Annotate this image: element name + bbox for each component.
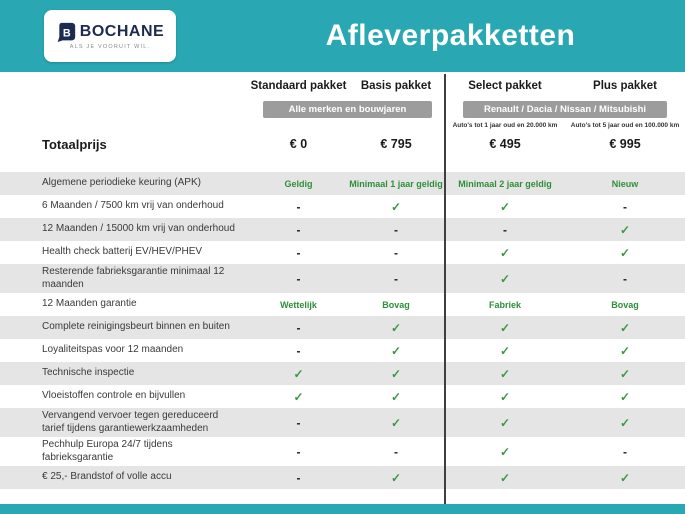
feature-label: Resterende fabrieksgarantie minimaal 12 maanden [42, 266, 225, 290]
page-title: Afleverpakketten [325, 19, 576, 52]
feature-value: ✓ [293, 389, 304, 404]
feature-value: Geldig [284, 178, 313, 189]
table-row [0, 339, 685, 362]
feature-value: ✓ [499, 470, 511, 485]
total-price-label: Totaalprijs [42, 136, 107, 152]
feature-value: Wettelijk [280, 299, 317, 310]
feature-value: ✓ [390, 470, 402, 485]
feature-value: - [296, 444, 301, 459]
feature-label: Vervangend vervoer tegen gereduceerd tarief tijdens garantiewerkzaamheden [42, 410, 219, 434]
bochane-logo [44, 10, 176, 62]
column-header-row [0, 72, 685, 100]
total-price-standaard: € 0 [289, 137, 308, 151]
feature-value: ✓ [619, 366, 631, 381]
feature-value: ✓ [499, 389, 511, 404]
feature-value: ✓ [390, 320, 402, 335]
feature-value: - [296, 271, 301, 286]
feature-label: Algemene periodieke keuring (APK) [42, 177, 201, 189]
feature-value: ✓ [619, 470, 631, 485]
feature-value: - [503, 222, 507, 237]
feature-value: ✓ [390, 366, 402, 381]
feature-value: - [296, 415, 301, 430]
packages-table [0, 72, 685, 489]
total-price-plus: € 995 [609, 137, 641, 151]
feature-value: ✓ [499, 366, 511, 381]
table-row [0, 437, 685, 466]
feature-value: ✓ [390, 199, 402, 214]
feature-label: Loyaliteitspas voor 12 maanden [42, 344, 184, 356]
svg-text:B: B [62, 27, 71, 40]
table-row [0, 362, 685, 385]
table-row [0, 241, 685, 264]
feature-value: ✓ [499, 199, 511, 214]
feature-value: ✓ [499, 271, 511, 286]
feature-value: ✓ [619, 222, 631, 237]
feature-value: - [394, 222, 398, 237]
feature-value: - [296, 245, 301, 260]
feature-value: - [296, 320, 301, 335]
badge-row [0, 100, 685, 118]
group-divider-line [444, 74, 446, 504]
feature-label: 12 Maanden garantie [42, 298, 137, 310]
total-price-select: € 495 [489, 137, 521, 151]
feature-value: ✓ [499, 320, 511, 335]
feature-value: Bovag [382, 299, 410, 310]
feature-value: - [623, 444, 627, 459]
table-row [0, 293, 685, 316]
feature-label: Vloeistoffen controle en bijvullen [42, 390, 186, 402]
table-row [0, 316, 685, 339]
feature-value: - [394, 271, 398, 286]
total-price-row [0, 132, 685, 156]
feature-value: ✓ [499, 343, 511, 358]
feature-label: Complete reinigingsbeurt binnen en buiten [42, 321, 230, 333]
column-header-standaard: Standaard pakket [250, 80, 347, 92]
feature-value: ✓ [619, 343, 631, 358]
column-header-basis: Basis pakket [360, 80, 432, 92]
group-badge-all-brands: Alle merken en bouwjaren [263, 101, 432, 118]
total-price-basis: € 795 [380, 137, 412, 151]
footer-band [0, 504, 685, 514]
select-pakket-subnote: Auto's tot 1 jaar oud en 20.000 km [452, 121, 558, 129]
feature-value: ✓ [390, 415, 402, 430]
column-header-select: Select pakket [468, 80, 542, 92]
feature-value: - [296, 199, 301, 214]
feature-label: Technische inspectie [42, 367, 135, 379]
feature-value: Nieuw [611, 178, 639, 189]
feature-value: ✓ [499, 415, 511, 430]
brand-tagline: ALS JE VOORUIT WIL. [69, 44, 151, 50]
group-badge-renault-group: Renault / Dacia / Nissan / Mitsubishi [463, 101, 667, 118]
table-row [0, 172, 685, 195]
feature-label: Health check batterij EV/HEV/PHEV [42, 246, 203, 258]
feature-value: - [296, 470, 301, 485]
feature-label: € 25,- Brandstof of volle accu [42, 471, 172, 483]
feature-value: - [296, 343, 301, 358]
table-row [0, 466, 685, 489]
feature-value: ✓ [619, 245, 631, 260]
feature-value: ✓ [619, 320, 631, 335]
feature-value: ✓ [619, 415, 631, 430]
feature-value: ✓ [499, 245, 511, 260]
header-band [0, 0, 685, 72]
table-row [0, 264, 685, 293]
feature-value: Minimaal 1 jaar geldig [349, 178, 443, 189]
table-row [0, 195, 685, 218]
feature-value: Bovag [611, 299, 639, 310]
feature-label: 12 Maanden / 15000 km vrij van onderhoud [42, 223, 235, 235]
column-header-plus: Plus pakket [593, 80, 657, 92]
feature-value: ✓ [293, 366, 304, 381]
subnote-row [0, 118, 685, 132]
feature-value: Minimaal 2 jaar geldig [458, 178, 552, 189]
feature-value: - [296, 222, 301, 237]
bochane-b-pin-icon [56, 22, 76, 42]
feature-value: ✓ [390, 389, 402, 404]
table-row [0, 408, 685, 437]
plus-pakket-subnote: Auto's tot 5 jaar oud en 100.000 km [570, 121, 680, 129]
feature-value: - [623, 199, 627, 214]
feature-value: Fabriek [488, 299, 521, 310]
feature-value: - [394, 245, 398, 260]
spacer-row [0, 156, 685, 172]
feature-label: Pechhulp Europa 24/7 tijdens fabrieksgarantie [42, 439, 173, 463]
feature-value: - [394, 444, 398, 459]
feature-label: 6 Maanden / 7500 km vrij van onderhoud [42, 200, 224, 212]
feature-value: ✓ [390, 343, 402, 358]
table-row [0, 218, 685, 241]
table-row [0, 385, 685, 408]
feature-value: - [623, 271, 627, 286]
feature-value: ✓ [619, 389, 631, 404]
brand-text: BOCHANE [79, 23, 165, 40]
feature-value: ✓ [499, 444, 511, 459]
